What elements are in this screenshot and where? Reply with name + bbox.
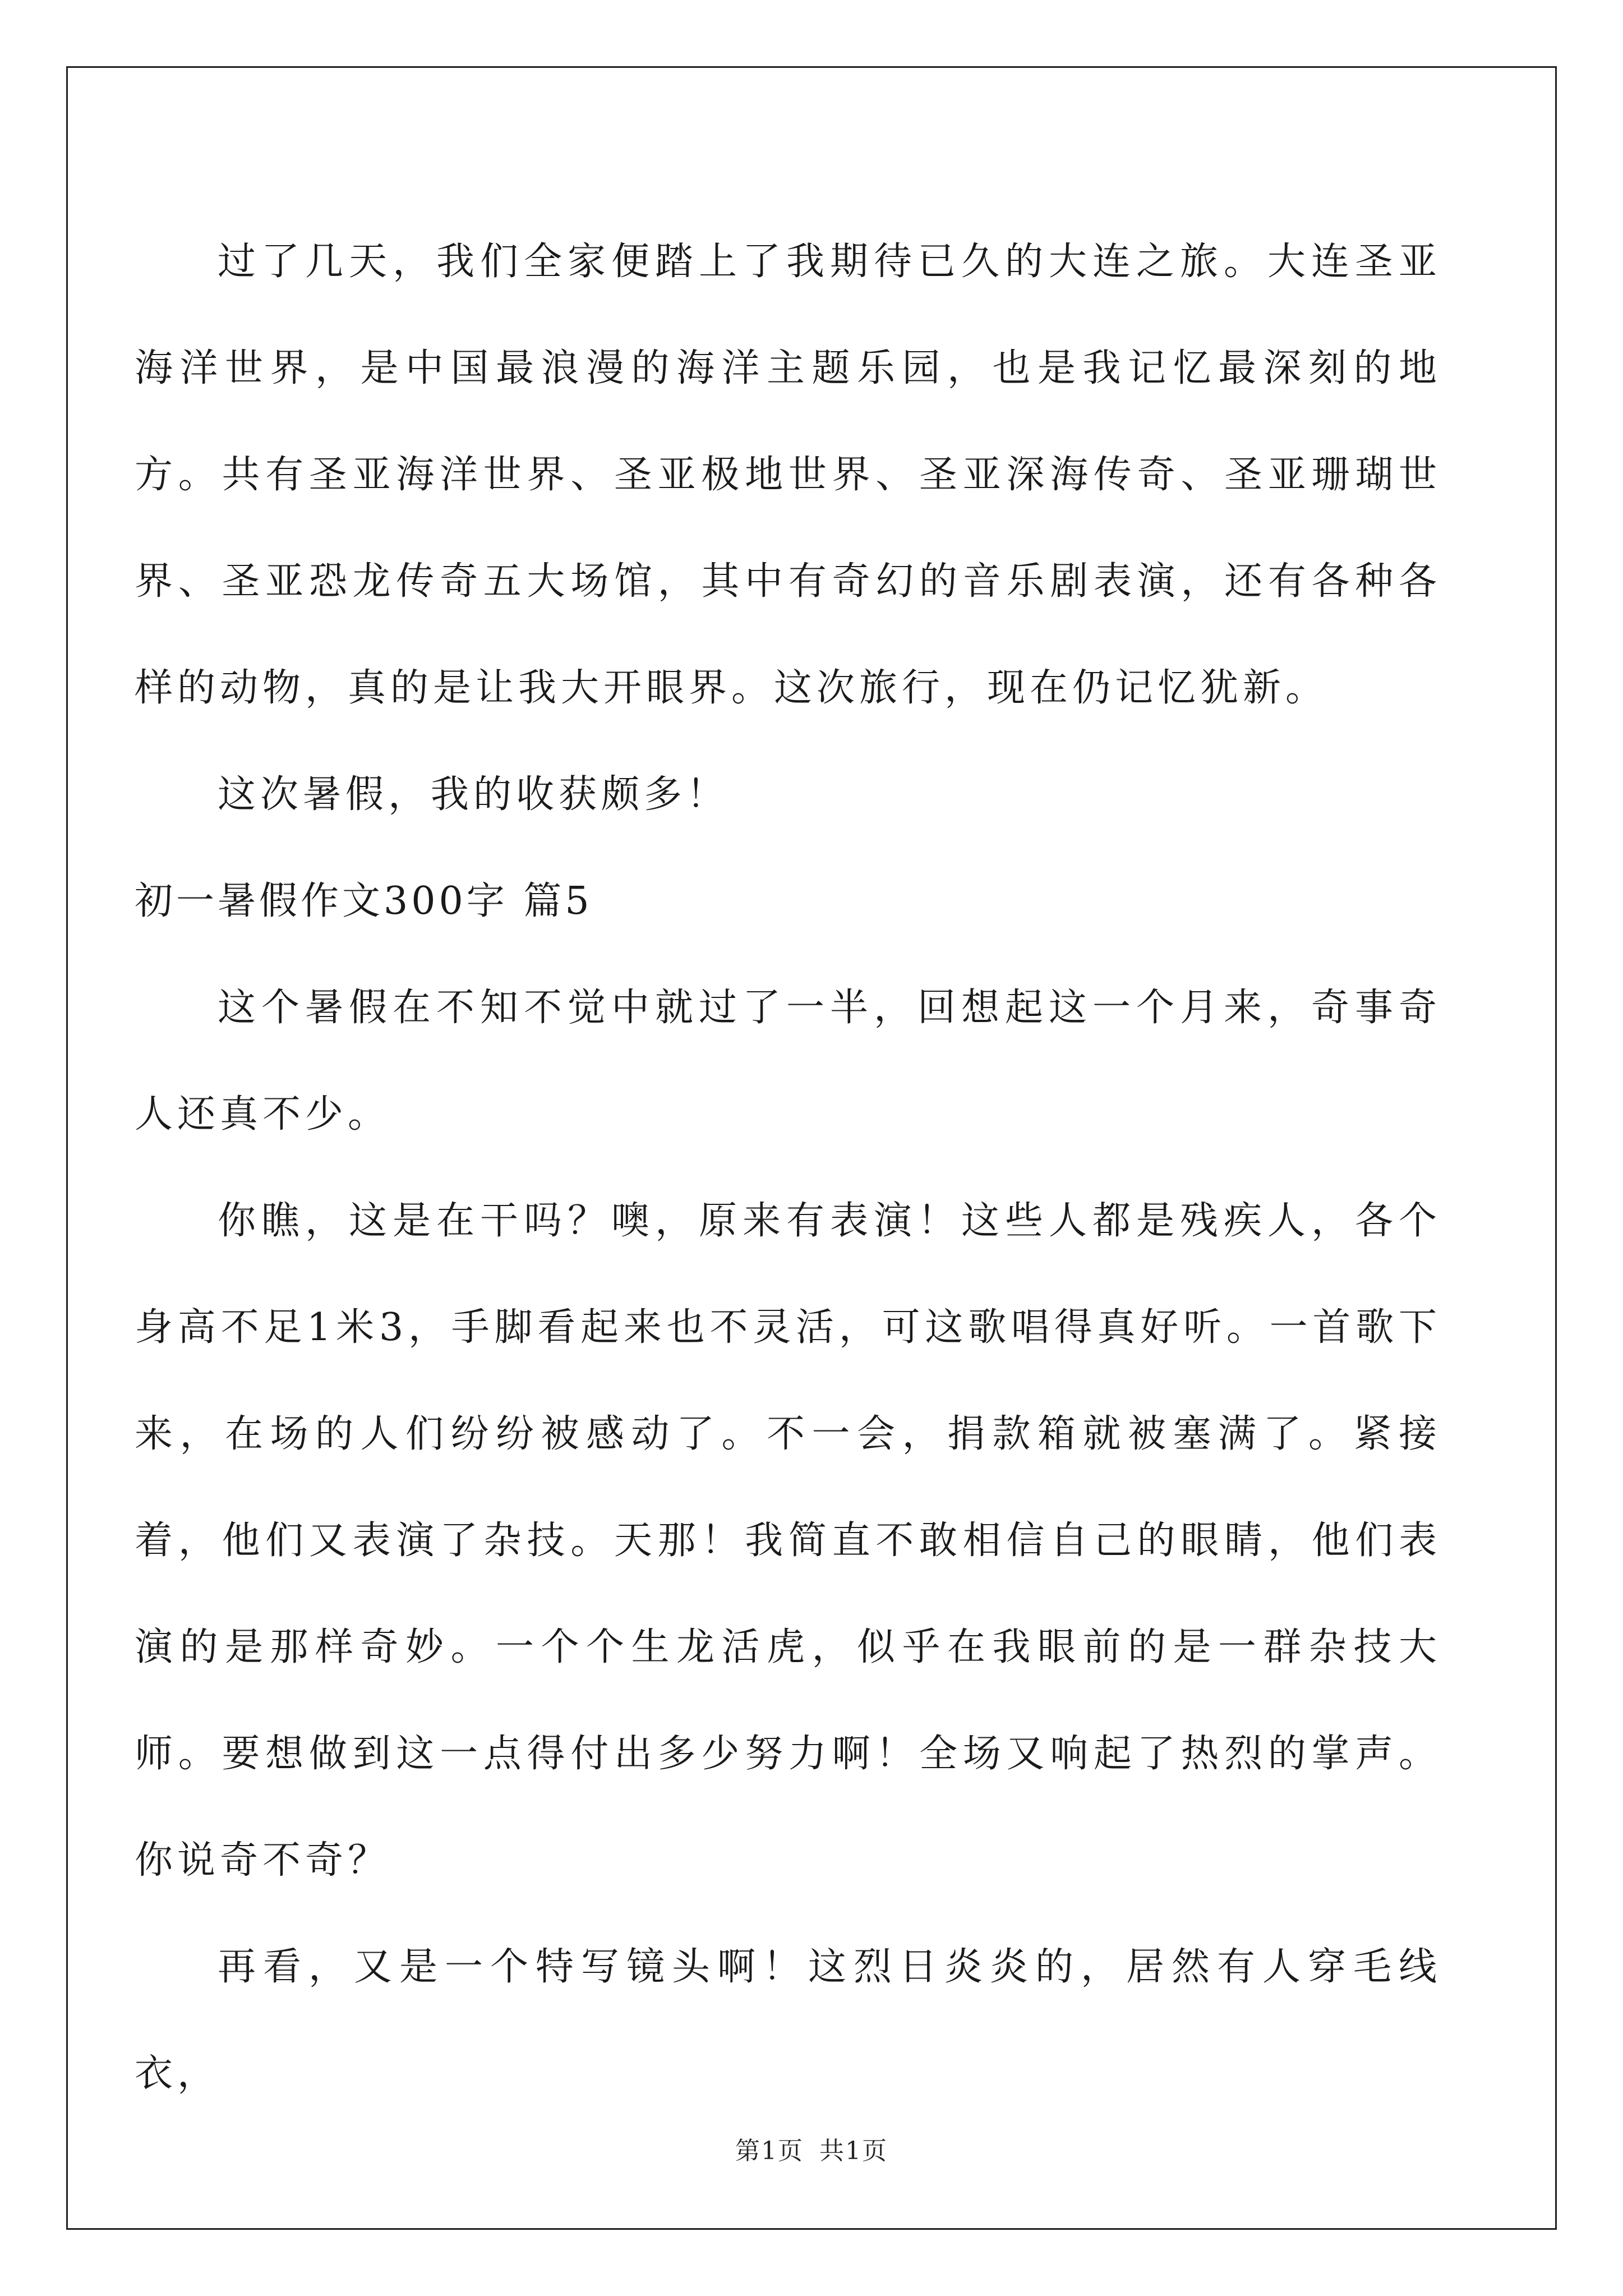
page-number: 第1页 [735, 2137, 804, 2165]
document-body [135, 209, 1441, 2127]
paragraph: 你瞧，这是在干吗？噢，原来有表演！这些人都是残疾人，各个身高不足1米3，手脚看起来也不灵活，可这歌唱得真好听。一首歌下来，在场的人们纷纷被感动了。不一会，捐款箱就被塞满了。紧接着，他们又表演了杂技。天那！我简直不敢相信自己的眼睛，他们表演的是那样奇妙。一个个生龙活虎，似乎在我眼前的是一群杂技大师。要想做到这一点得付出多少努力啊！全场又响起了热烈的掌声。你说奇不奇？ [135, 1199, 1441, 1883]
page-footer [0, 2131, 1623, 2166]
paragraph: 这个暑假在不知不觉中就过了一半，回想起这一个月来，奇事奇人还真不少。 [135, 986, 1441, 1137]
paragraph: 过了几天，我们全家便踏上了我期待已久的大连之旅。大连圣亚海洋世界，是中国最浪漫的海洋主题乐园，也是我记忆最深刻的地方。共有圣亚海洋世界、圣亚极地世界、圣亚深海传奇、圣亚珊瑚世界、圣亚恐龙传奇五大场馆，其中有奇幻的音乐剧表演，还有各种各样的动物，真的是让我大开眼界。这次旅行，现在仍记忆犹新。 [135, 240, 1441, 710]
paragraph: 再看，又是一个特写镜头啊！这烈日炎炎的，居然有人穿毛线衣， [135, 1945, 1441, 2096]
paragraph: 这次暑假，我的收获颇多！ [218, 772, 730, 817]
section-heading: 初一暑假作文300字 篇5 [135, 879, 593, 923]
page-total: 共1页 [819, 2137, 888, 2165]
